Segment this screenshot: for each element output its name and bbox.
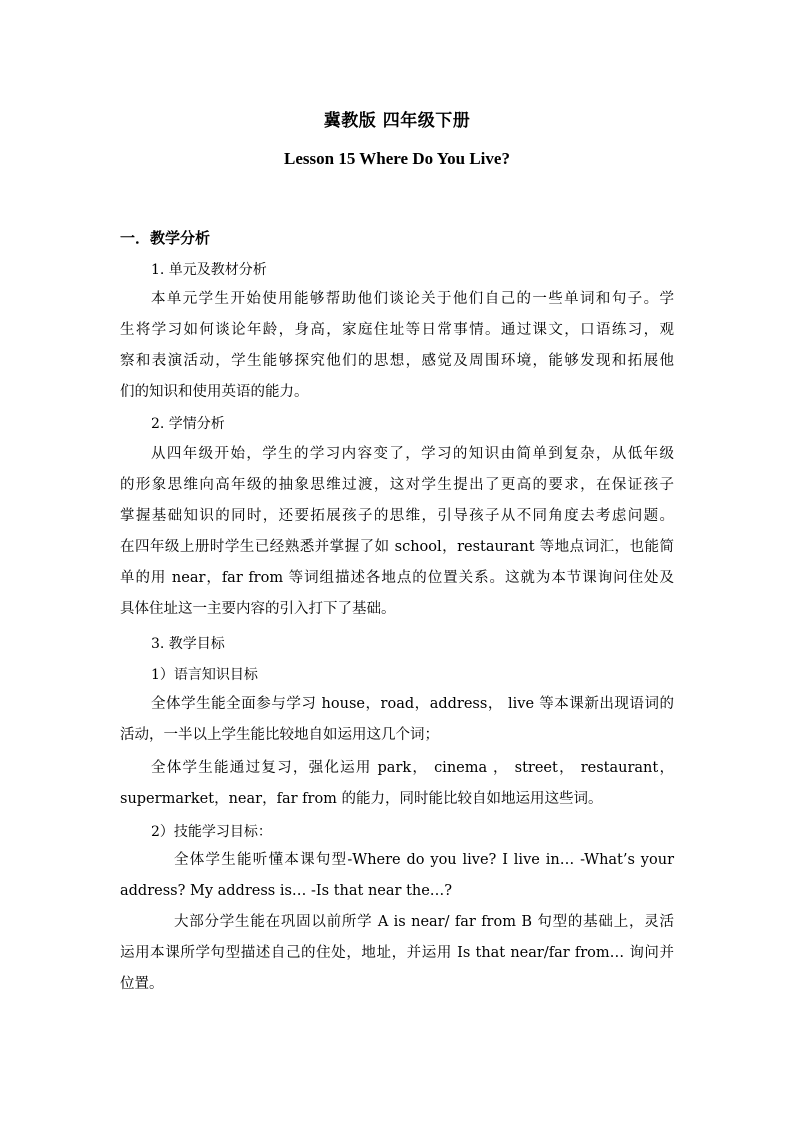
subheading-skill-goals: 2）技能学习目标： bbox=[151, 824, 272, 840]
paragraph-student-analysis bbox=[120, 439, 674, 625]
paragraph-line: 位置。 bbox=[120, 976, 164, 992]
document-title: 冀教版 四年级下册 bbox=[323, 111, 471, 131]
paragraph-line: 们的知识和使用英语的能力。 bbox=[120, 384, 309, 400]
paragraph-line: 全体学生能听懂本课句型-Where do you live? I live in… -What’s your bbox=[174, 852, 674, 868]
subheading-language-goals: 1）语言知识目标 bbox=[151, 667, 258, 683]
paragraph-line: 掌握基础知识的同时，还要拓展孩子的思维，引导孩子从不同角度去考虑问题。 bbox=[120, 508, 674, 524]
subheading-teaching-goals: 3. 教学目标 bbox=[151, 636, 225, 652]
paragraph-line: 运用本课所学句型描述自己的住处，地址，并运用 Is that near/far from… 询问并 bbox=[120, 945, 674, 961]
section-heading-teaching-analysis: 一．教学分析 bbox=[120, 229, 211, 247]
paragraph-line: 大部分学生能在巩固以前所学 A is near/ far from B 句型的基础上，灵活 bbox=[174, 914, 674, 930]
paragraph-line: 活动，一半以上学生能比较地自如运用这几个词； bbox=[120, 727, 439, 743]
paragraph-line: address? My address is… -Is that near the…? bbox=[120, 883, 453, 899]
paragraph-unit-analysis bbox=[120, 284, 674, 408]
paragraph-skill-goals-2 bbox=[120, 907, 674, 1000]
paragraph-line: 在四年级上册时学生已经熟悉并掌握了如 school，restaurant 等地点词汇，也能简 bbox=[120, 539, 674, 555]
paragraph-line: 全体学生能通过复习，强化运用 park， cinema ， street， restaurant， bbox=[151, 760, 674, 776]
paragraph-language-goals-2 bbox=[120, 753, 674, 815]
subheading-student-analysis: 2. 学情分析 bbox=[151, 416, 225, 432]
paragraph-skill-goals-1 bbox=[120, 845, 674, 907]
paragraph-line: 生将学习如何谈论年龄，身高，家庭住址等日常事情。通过课文，口语练习，观 bbox=[120, 322, 674, 338]
paragraph-language-goals-1 bbox=[120, 689, 674, 751]
paragraph-line: 本单元学生开始使用能够帮助他们谈论关于他们自己的一些单词和句子。学 bbox=[151, 291, 674, 307]
paragraph-line: 的形象思维向高年级的抽象思维过渡，这对学生提出了更高的要求，在保证孩子 bbox=[120, 477, 674, 493]
paragraph-line: 具体住址这一主要内容的引入打下了基础。 bbox=[120, 601, 396, 617]
subheading-unit-analysis: 1. 单元及教材分析 bbox=[151, 262, 267, 278]
paragraph-line: 从四年级开始，学生的学习内容变了，学习的知识由简单到复杂，从低年级 bbox=[151, 446, 674, 462]
document-subtitle: Lesson 15 Where Do You Live? bbox=[284, 149, 510, 168]
paragraph-line: 察和表演活动，学生能够探究他们的思想，感觉及周围环境，能够发现和拓展他 bbox=[120, 353, 674, 369]
paragraph-line: supermarket，near，far from 的能力，同时能比较自如地运用这些词。 bbox=[120, 791, 603, 807]
paragraph-line: 单的用 near，far from 等词组描述各地点的位置关系。这就为本节课询问住处及 bbox=[120, 570, 674, 586]
paragraph-line: 全体学生能全面参与学习 house，road，address， live 等本课新出现语词的 bbox=[151, 696, 674, 712]
